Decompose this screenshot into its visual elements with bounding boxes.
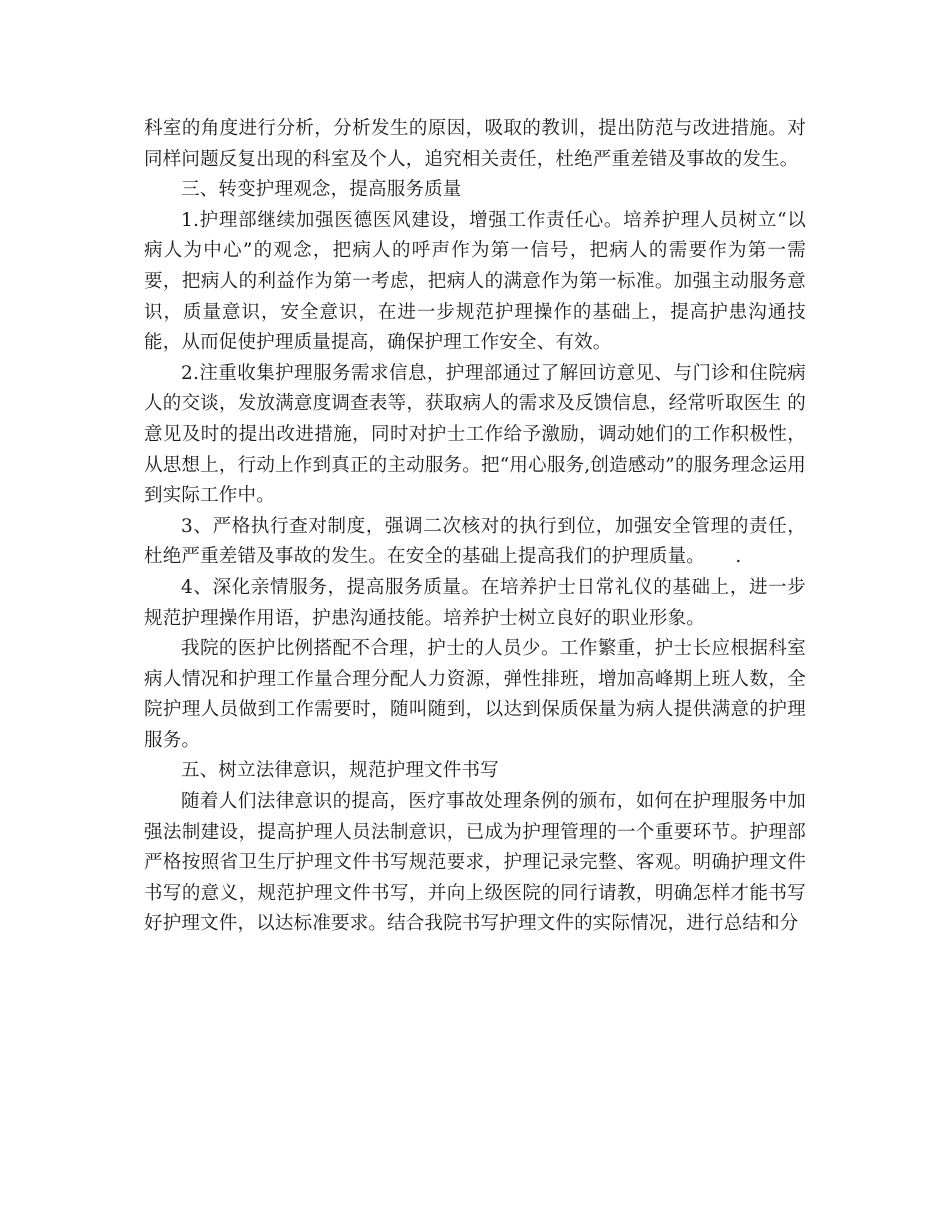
section-heading-3: 三、转变护理观念，提高服务质量 — [181, 179, 462, 201]
paragraph-item-3: 3、严格执行查对制度，强调二次核对的执行到位，加强安全管理的责任，杜绝严重差错及事故的发生。在安全的基础上提高我们的护理质量。 . — [144, 515, 806, 568]
paragraph-item-1: 1.护理部继续加强医德医风建设，增强工作责任心。培养护理人员树立“以病人为中心”的观念，把病人的呼声作为第一信号，把病人的需要作为第一需要，把病人的利益作为第一考虑，把病人的满意作为第一标准。加强主动服务意识，质量意识，安全意识，在进一步规范护理操作的基础上，提高护患沟通技能，从而促使护理质量提高，确保护理工作安全、有效。 — [144, 209, 806, 354]
paragraph-item-2: 2.注重收集护理服务需求信息，护理部通过了解回访意见、与门诊和住院病人的交谈，发放满意度调查表等，获取病人的需求及反馈信息，经常听取医生 的意见及时的提出改进措施，同时对护士工作给予激励，调动她们的工作积极性，从思想上，行动上作到真正的主动服务。把“用心服务,创造感动”的服务理念运用到实际工作中。 — [144, 362, 806, 507]
paragraph-analysis-continued: 科室的角度进行分析，分析发生的原因，吸取的教训，提出防范与改进措施。对同样问题反复出现的科室及个人，追究相关责任，杜绝严重差错及事故的发生。 — [144, 118, 806, 170]
document-body — [144, 114, 806, 940]
paragraph-legal-awareness: 随着人们法律意识的提高，医疗事故处理条例的颁布，如何在护理服务中加强法制建设，提高护理人员法制意识，已成为护理管理的一个重要环节。护理部严格按照省卫生厅护理文件书写规范要求，护理记录完整、客观。明确护理文件书写的意义，规范护理文件书写，并向上级医院的同行请教，明确怎样才能书写好护理文件，以达标准要求。结合我院书写护理文件的实际情况，进行总结和分 — [144, 791, 806, 935]
paragraph-staffing: 我院的医护比例搭配不合理，护士的人员少。工作繁重，护士长应根据科室病人情况和护理工作量合理分配人力资源，弹性排班，增加高峰期上班人数，全院护理人员做到工作需要时，随叫随到，以达到保质保量为病人提供满意的护理服务。 — [144, 638, 806, 751]
section-heading-5: 五、树立法律意识，规范护理文件书写 — [181, 760, 499, 782]
paragraph-item-4: 4、深化亲情服务，提高服务质量。在培养护士日常礼仪的基础上，进一步规范护理操作用语，护患沟通技能。培养护士树立良好的职业形象。 — [144, 576, 806, 629]
